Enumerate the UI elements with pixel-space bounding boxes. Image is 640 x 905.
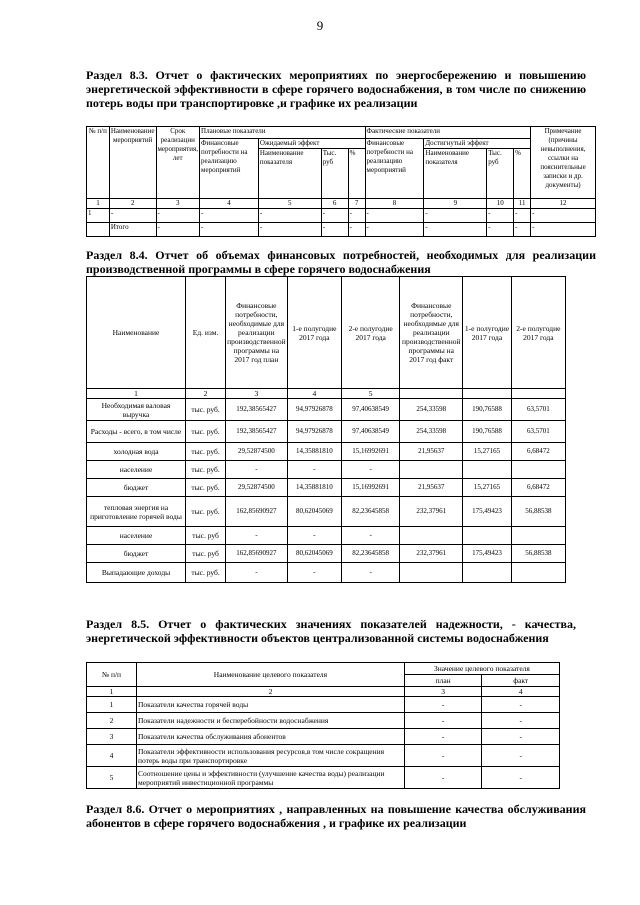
col-fact: факт <box>482 675 560 687</box>
col-h1: 1-е полугодие 2017 года <box>287 277 341 389</box>
section-8-3-table <box>86 126 596 237</box>
index-cell: 6 <box>321 199 348 209</box>
col-expected: Ожидаемый эффект <box>258 139 365 149</box>
table-row <box>87 545 566 563</box>
total-row <box>87 223 596 237</box>
index-cell: 3 <box>226 389 288 399</box>
cell-fact: - <box>482 767 560 789</box>
cell: - <box>258 209 321 223</box>
cell-h1: 94,97926878 <box>287 421 341 443</box>
cell-fact: - <box>482 713 560 729</box>
cell-h1f: 15,27165 <box>463 479 511 497</box>
cell-fact <box>400 461 463 479</box>
cell-h2f <box>511 563 565 583</box>
cell-plan: - <box>226 563 288 583</box>
cell-h2f: 56,88538 <box>511 545 565 563</box>
cell-h2f: 56,88538 <box>511 497 565 527</box>
table-row <box>87 767 560 789</box>
cell: - <box>109 209 156 223</box>
cell-plan: - <box>404 713 482 729</box>
cell: - <box>487 209 514 223</box>
cell-h1f: 190,76588 <box>463 421 511 443</box>
cell-h2f: 63,5701 <box>511 421 565 443</box>
cell-fact: - <box>482 697 560 713</box>
cell-name: Выпадающие доходы <box>87 563 186 583</box>
cell-h2: 15,16992691 <box>342 443 400 461</box>
cell-unit: тыс. руб. <box>186 399 226 421</box>
total-label: Итого <box>109 223 156 237</box>
index-cell: 2 <box>186 389 226 399</box>
cell-unit: тыс. руб. <box>186 563 226 583</box>
cell-h1: 14,35881810 <box>287 443 341 461</box>
cell-h1f: 190,76588 <box>463 399 511 421</box>
cell-fact: 232,37961 <box>400 497 463 527</box>
cell-plan: 192,38565427 <box>226 399 288 421</box>
section-8-4-heading: Раздел 8.4. Отчет об объемах финансовых потребностей, необходимых для реализации производственной программы в сфере горячего водоснабжения <box>86 248 596 276</box>
col-h2f: 2-е полугодие 2017 года <box>511 277 565 389</box>
col-thous2: Тыс. руб <box>487 149 514 199</box>
page-number: 9 <box>316 18 324 33</box>
index-cell <box>463 389 511 399</box>
table-row <box>87 421 566 443</box>
cell-plan: 192,38565427 <box>226 421 288 443</box>
cell-h2: 15,16992691 <box>342 479 400 497</box>
col-fact: Фактические показатели <box>365 127 531 139</box>
cell-h1: - <box>287 563 341 583</box>
row-no: 1 <box>87 209 110 223</box>
cell-plan: - <box>404 745 482 767</box>
cell-unit: тыс. руб. <box>186 461 226 479</box>
cell: - <box>514 223 531 237</box>
col-plan: план <box>404 675 482 687</box>
cell-no: 5 <box>87 767 137 789</box>
index-cell: 12 <box>531 199 596 209</box>
table-row <box>87 399 566 421</box>
cell-name: Расходы - всего, в том числе <box>87 421 186 443</box>
cell-fact: 254,33598 <box>400 399 463 421</box>
table-row <box>87 527 566 545</box>
cell-plan: - <box>404 767 482 789</box>
index-cell: 3 <box>156 199 200 209</box>
table-row <box>87 729 560 745</box>
cell-fact <box>400 563 463 583</box>
table-row <box>87 497 566 527</box>
index-cell: 7 <box>348 199 365 209</box>
col-name: Наименование мероприятий <box>109 127 156 199</box>
cell: - <box>348 209 365 223</box>
cell-h2: 97,40638549 <box>342 421 400 443</box>
cell-plan: 162,85690927 <box>226 545 288 563</box>
cell-h2f <box>511 461 565 479</box>
col-pct2: % <box>514 149 531 199</box>
col-name-ind: Наименование показателя <box>258 149 321 199</box>
col-name-ind2: Наименование показателя <box>424 149 487 199</box>
cell-h1f: 15,27165 <box>463 443 511 461</box>
cell: - <box>424 209 487 223</box>
cell-h1f <box>463 461 511 479</box>
cell: - <box>200 209 259 223</box>
col-plan: Финансовые потребности, необходимые для реализации производственной программы на 2017 год план <box>226 277 288 389</box>
section-8-3-heading: Раздел 8.3. Отчет о фактических мероприятиях по энергосбережению и повышению энергетической эффективности в сфере горячего водоснабжения, в том числе по снижению потерь воды при транспортировке ,и графике их реализации <box>86 68 586 110</box>
col-no: № п/п <box>87 127 110 199</box>
cell: - <box>531 223 596 237</box>
table-row <box>87 461 566 479</box>
cell: - <box>514 209 531 223</box>
section-8-4-table <box>86 276 566 583</box>
index-cell: 9 <box>424 199 487 209</box>
cell-fact: - <box>482 745 560 767</box>
col-fin-fact: Финансовые потребности на реализацию мероприятий <box>365 139 424 199</box>
cell-fact: 21,95637 <box>400 479 463 497</box>
cell-h1: 14,35881810 <box>287 479 341 497</box>
col-name: Наименование целевого показателя <box>137 663 405 687</box>
cell-plan: - <box>226 527 288 545</box>
index-cell: 5 <box>342 389 400 399</box>
cell-name: бюджет <box>87 479 186 497</box>
index-cell: 1 <box>87 389 186 399</box>
table-row <box>87 697 560 713</box>
cell-unit: тыс. руб. <box>186 421 226 443</box>
cell-name: Показатели надежности и бесперебойности водоснабжения <box>137 713 405 729</box>
col-plan: Плановые показатели <box>200 127 366 139</box>
cell-h2: - <box>342 527 400 545</box>
col-no: № п/п <box>87 663 137 687</box>
cell-name: Показатели эффективности использования ресурсов,в том числе сокращения потерь воды при транспортировке <box>137 745 405 767</box>
cell-h2: 97,40638549 <box>342 399 400 421</box>
col-fin-plan: Финансовые потребности на реализацию мероприятий <box>200 139 259 199</box>
index-cell: 3 <box>404 687 482 697</box>
col-unit: Ед. изм. <box>186 277 226 389</box>
col-achieved: Достигнутый эффект <box>424 139 531 149</box>
index-cell <box>400 389 463 399</box>
cell-h2: - <box>342 461 400 479</box>
cell-name: население <box>87 461 186 479</box>
cell-plan: 162,85690927 <box>226 497 288 527</box>
table-row <box>87 479 566 497</box>
cell: - <box>531 209 596 223</box>
index-cell: 5 <box>258 199 321 209</box>
cell-name: население <box>87 527 186 545</box>
cell: - <box>258 223 321 237</box>
index-cell: 2 <box>137 687 405 697</box>
cell-fact: 21,95637 <box>400 443 463 461</box>
cell: - <box>487 223 514 237</box>
cell-h2f <box>511 527 565 545</box>
cell-name: Показатели качества горячей воды <box>137 697 405 713</box>
index-cell: 1 <box>87 687 137 697</box>
cell-h2f: 63,5701 <box>511 399 565 421</box>
cell-fact: - <box>482 729 560 745</box>
table-row <box>87 443 566 461</box>
cell-h1: 80,62045069 <box>287 545 341 563</box>
cell-fact <box>400 527 463 545</box>
cell-no: 3 <box>87 729 137 745</box>
col-term: Срок реализации мероприятия, лет <box>156 127 200 199</box>
cell-unit: тыс. руб <box>186 545 226 563</box>
index-cell <box>511 389 565 399</box>
cell-name: Соотношение цены и эффективности (улучшение качества воды) реализации мероприятий инвестиционной программы <box>137 767 405 789</box>
cell: - <box>348 223 365 237</box>
cell-h2f: 6,68472 <box>511 443 565 461</box>
cell-h1: - <box>287 461 341 479</box>
cell: - <box>156 209 200 223</box>
index-cell: 2 <box>109 199 156 209</box>
col-fact: Финансовые потребности, необходимые для реализации производственной программы на 2017 год факт <box>400 277 463 389</box>
cell-no: 4 <box>87 745 137 767</box>
cell: - <box>321 223 348 237</box>
cell-fact: 254,33598 <box>400 421 463 443</box>
cell-name: холодная вода <box>87 443 186 461</box>
cell: - <box>200 223 259 237</box>
index-cell: 4 <box>200 199 259 209</box>
cell-unit: тыс. руб <box>186 527 226 545</box>
cell-no: 2 <box>87 713 137 729</box>
table-row <box>87 563 566 583</box>
cell-name: Показатели качества обслуживания абонентов <box>137 729 405 745</box>
index-cell: 11 <box>514 199 531 209</box>
table-row <box>87 713 560 729</box>
cell-h1: 80,62045069 <box>287 497 341 527</box>
cell-h1f: 175,49423 <box>463 545 511 563</box>
section-8-5-table <box>86 662 560 789</box>
cell: - <box>321 209 348 223</box>
table-row <box>87 745 560 767</box>
section-8-6-heading: Раздел 8.6. Отчет о мероприятиях , направленных на повышение качества обслуживания абонентов в сфере горячего водоснабжения , и графике их реализации <box>86 802 586 830</box>
cell: - <box>365 209 424 223</box>
cell-unit: тыс. руб. <box>186 479 226 497</box>
cell: - <box>424 223 487 237</box>
col-h1f: 1-е полугодие 2017 года <box>463 277 511 389</box>
col-note: Примечание (причины невыполнения, ссылки на пояснительные записки и др. документы) <box>531 127 596 199</box>
index-cell: 4 <box>287 389 341 399</box>
cell-h2f: 6,68472 <box>511 479 565 497</box>
cell-h1: - <box>287 527 341 545</box>
cell-plan: - <box>226 461 288 479</box>
col-name: Наименование <box>87 277 186 389</box>
cell-h1f <box>463 563 511 583</box>
cell-h2: - <box>342 563 400 583</box>
cell-unit: тыс. руб. <box>186 497 226 527</box>
cell-plan: 29,52874500 <box>226 479 288 497</box>
cell-unit: тыс. руб. <box>186 443 226 461</box>
cell-name: Необходимая валовая выручка <box>87 399 186 421</box>
cell-plan: 29,52874500 <box>226 443 288 461</box>
index-cell: 10 <box>487 199 514 209</box>
index-cell: 1 <box>87 199 110 209</box>
cell-no: 1 <box>87 697 137 713</box>
col-pct: % <box>348 149 365 199</box>
table-row <box>87 209 596 223</box>
col-thous: Тыс. руб <box>321 149 348 199</box>
cell-plan: - <box>404 729 482 745</box>
section-8-5-heading: Раздел 8.5. Отчет о фактических значениях показателей надежности, - качества, энергетической эффективности объектов централизованной системы водоснабжения <box>86 617 576 645</box>
cell-h1f <box>463 527 511 545</box>
index-cell: 8 <box>365 199 424 209</box>
cell-fact: 232,37961 <box>400 545 463 563</box>
cell: - <box>365 223 424 237</box>
cell: - <box>156 223 200 237</box>
cell-name: тепловая энергия на приготовление горячей воды <box>87 497 186 527</box>
cell-h1f: 175,49423 <box>463 497 511 527</box>
col-h2: 2-е полугодие 2017 года <box>342 277 400 389</box>
cell-h2: 82,23645858 <box>342 545 400 563</box>
cell-name: бюджет <box>87 545 186 563</box>
cell-h2: 82,23645858 <box>342 497 400 527</box>
cell-h1: 94,97926878 <box>287 399 341 421</box>
col-value: Значение целевого показателя <box>404 663 559 675</box>
cell-plan: - <box>404 697 482 713</box>
index-cell: 4 <box>482 687 560 697</box>
